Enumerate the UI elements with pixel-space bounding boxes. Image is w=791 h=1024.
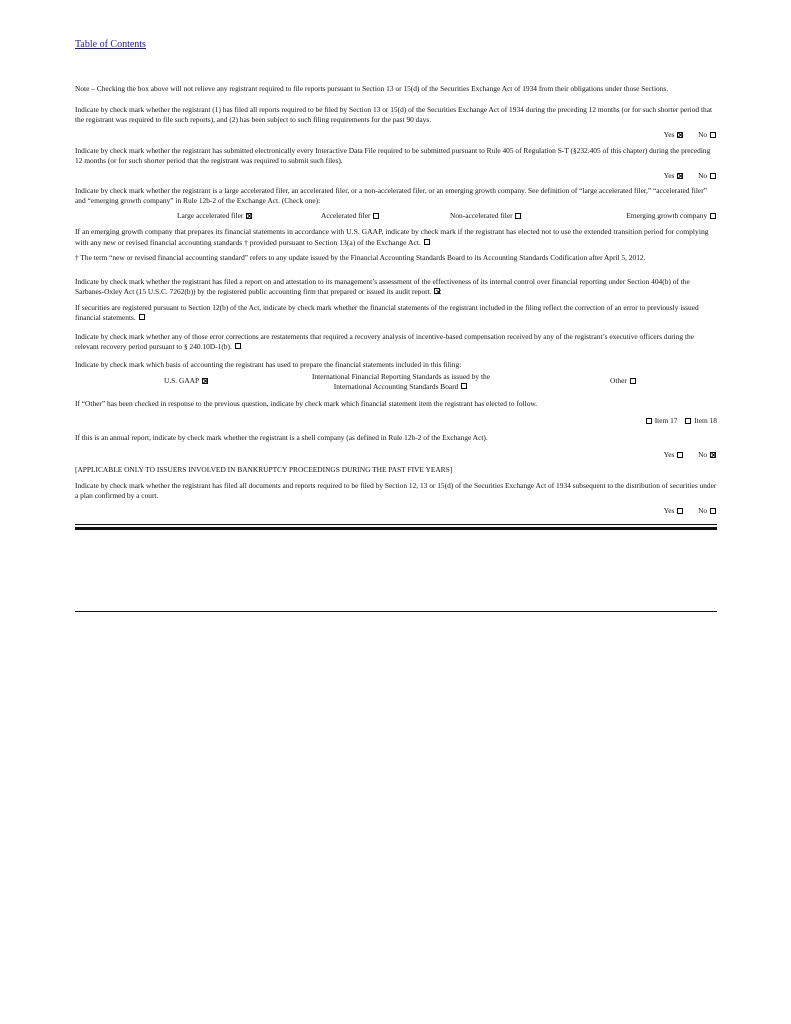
other-basis-option	[610, 376, 637, 386]
item-election-options	[645, 416, 717, 426]
interactive-data-question: Indicate by check mark whether the registrant has submitted electronically every Interactive Data File required to be submitted pursuant to Rule 405 of Regulation S-T (§232.405 of this chapter) during the preceding 12 months (or for such shorter period that the registrant was required to submit such files).	[75, 146, 711, 165]
bankruptcy-question: Indicate by check mark whether the registrant has filed all documents and reports required to be filed by Section 12, 13 or 15(d) of the Securities Exchange Act of 1934 subsequent to the distribution of securities under a plan confirmed by a court.	[75, 481, 717, 500]
accounting-basis-question: Indicate by check mark which basis of accounting the registrant has used to prepare the financial statements included in this filing:	[75, 360, 462, 369]
large-accelerated-filer-checkbox[interactable]	[246, 213, 252, 219]
ifrs-label-line2: International Accounting Standards Board	[333, 381, 459, 391]
accelerated-filer-option	[321, 211, 380, 221]
option-label: Emerging growth company	[626, 211, 708, 220]
reporting-yes-no	[664, 130, 717, 140]
accelerated-filer-checkbox[interactable]	[373, 213, 379, 219]
ifrs-option	[296, 372, 506, 391]
item17-label: Item 17	[654, 416, 678, 425]
reporting-question: Indicate by check mark whether the registrant (1) has filed all reports required to be filed by Section 13 or 15(d) of the Securities Exchange Act of 1934 during the preceding 12 months (or for such shorter period that the registrant was required to file such reports), and (2) has been subject to such filing requirements for the past 90 days.	[75, 105, 713, 124]
icfr-attestation-question	[75, 277, 717, 296]
icfr-attestation-text: Indicate by check mark whether the registrant has filed a report on and attestation to its management’s assessment of the effectiveness of its internal control over financial reporting under Section 404(b) of the Sarbanes-Oxley Act (15 U.S.C. 7262(b)) by the registered public accounting firm that prepared or issued its audit report.	[75, 277, 690, 296]
shell-company-yes-no	[664, 450, 717, 460]
us-gaap-option	[164, 376, 209, 386]
option-label: Other	[610, 376, 627, 385]
table-of-contents-link[interactable]: Table of Contents	[75, 39, 146, 50]
note-paragraph: Note – Checking the box above will not relieve any registrant required to file reports pursuant to Section 13 or 15(d) of the Securities Exchange Act of 1934 from their obligations under those Sections.	[75, 84, 669, 93]
option-label: U.S. GAAP	[164, 376, 199, 385]
recovery-analysis-text: Indicate by check mark whether any of those error corrections are restatements that required a recovery analysis of incentive-based compensation received by any of the registrant’s executive officers during the relevant recovery period pursuant to § 240.10D-1(b).	[75, 332, 694, 351]
option-label: Large accelerated filer	[177, 211, 244, 220]
item18-checkbox[interactable]	[685, 418, 691, 424]
error-correction-checkbox[interactable]	[139, 314, 145, 320]
no-label: No	[698, 450, 708, 459]
no-checkbox[interactable]	[710, 132, 716, 138]
yes-label: Yes	[663, 130, 675, 139]
ifrs-checkbox[interactable]	[461, 383, 467, 389]
no-label: No	[698, 506, 708, 515]
bankruptcy-heading: [APPLICABLE ONLY TO ISSUERS INVOLVED IN BANKRUPTCY PROCEEDINGS DURING THE PAST FIVE YEARS]	[75, 465, 453, 474]
emerging-growth-text: If an emerging growth company that prepares its financial statements in accordance with U.S. GAAP, indicate by check mark if the registrant has elected not to use the extended transition period for complying with any new or revised financial accounting standards † provided pursuant to Section 13(a) of the Exchange Act.	[75, 227, 709, 247]
yes-checkbox[interactable]	[677, 132, 683, 138]
no-label: No	[698, 171, 708, 180]
error-correction-text: If securities are registered pursuant to Section 12(b) of the Act, indicate by check mark whether the financial statements of the registrant included in the filing reflect the correction of an error to previously issued financial statements.	[75, 303, 699, 322]
option-label: Accelerated filer	[321, 211, 371, 220]
no-label: No	[698, 130, 708, 139]
section-divider-thin	[75, 524, 717, 525]
section-divider-thick	[75, 527, 717, 530]
item18-label: Item 18	[694, 416, 717, 425]
recovery-analysis-checkbox[interactable]	[235, 343, 241, 349]
page-bottom-rule	[75, 611, 717, 612]
non-accelerated-filer-option	[450, 211, 522, 221]
icfr-attestation-checkbox[interactable]	[434, 288, 440, 294]
error-correction-question	[75, 303, 717, 322]
option-label: Non-accelerated filer	[450, 211, 513, 220]
us-gaap-checkbox[interactable]	[202, 378, 208, 384]
yes-label: Yes	[663, 171, 675, 180]
no-checkbox[interactable]	[710, 508, 716, 514]
yes-checkbox[interactable]	[677, 173, 683, 179]
bankruptcy-yes-no	[664, 506, 717, 516]
yes-label: Yes	[663, 450, 675, 459]
emerging-growth-question	[75, 227, 717, 248]
yes-checkbox[interactable]	[677, 508, 683, 514]
no-checkbox[interactable]	[710, 452, 716, 458]
interactive-data-yes-no	[664, 171, 717, 181]
yes-label: Yes	[663, 506, 675, 515]
emerging-growth-transition-checkbox[interactable]	[424, 239, 430, 245]
item17-checkbox[interactable]	[646, 418, 652, 424]
footnote-paragraph: † The term “new or revised financial accounting standard” refers to any update issued by the Financial Accounting Standards Board to its Accounting Standards Codification after April 5, 2012.	[75, 253, 646, 262]
filer-status-question: Indicate by check mark whether the registrant is a large accelerated filer, an accelerated filer, or a non-accelerated filer, or an emerging growth company. See definition of “large accelerated filer,” “accelerated filer” and “emerging growth company” in Rule 12b-2 of the Exchange Act. (Check one):	[75, 186, 707, 205]
yes-checkbox[interactable]	[677, 452, 683, 458]
emerging-growth-company-option	[626, 211, 717, 221]
recovery-analysis-question	[75, 332, 717, 351]
no-checkbox[interactable]	[710, 173, 716, 179]
non-accelerated-filer-checkbox[interactable]	[515, 213, 521, 219]
other-basis-checkbox[interactable]	[630, 378, 636, 384]
ifrs-label-line1: International Financial Reporting Standards as issued by the	[312, 372, 490, 381]
large-accelerated-filer-option	[177, 211, 253, 221]
emerging-growth-company-checkbox[interactable]	[710, 213, 716, 219]
shell-company-question: If this is an annual report, indicate by check mark whether the registrant is a shell company (as defined in Rule 12b-2 of the Exchange Act).	[75, 433, 488, 442]
item-election-question: If “Other” has been checked in response to the previous question, indicate by check mark which financial statement item the registrant has elected to follow.	[75, 399, 538, 408]
